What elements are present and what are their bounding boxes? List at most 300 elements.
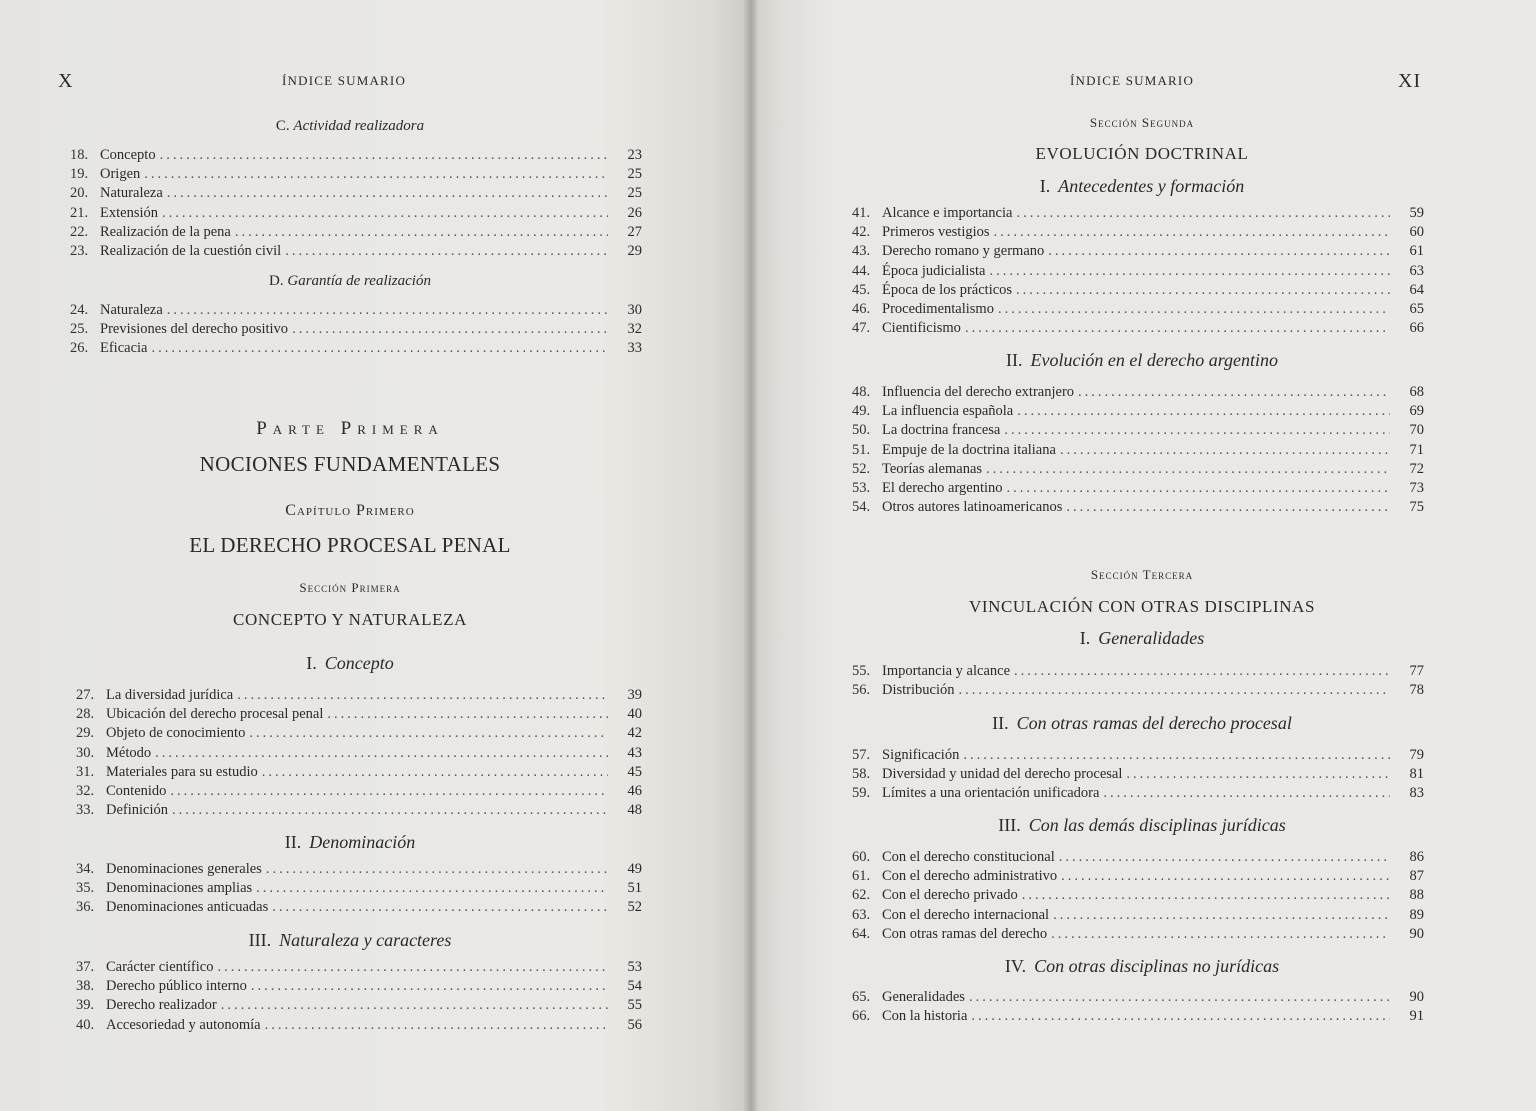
right-sub5-roman: III. [998, 815, 1021, 835]
leader-dots [994, 223, 1390, 242]
leader-dots [1022, 886, 1390, 905]
entry-title: Distribución [882, 682, 955, 699]
entry-number: 27. [76, 687, 95, 703]
right-sub5-title: Con las demás disciplinas jurídicas [1028, 815, 1286, 835]
right-sub3-title: Generalidades [1098, 628, 1205, 648]
toc-entry [70, 320, 642, 339]
sub2-title: Denominación [309, 832, 416, 852]
entry-page: 86 [1409, 849, 1424, 865]
entry-page: 30 [627, 302, 642, 318]
entry-title: Denominaciones amplias [106, 880, 253, 897]
toc-entry [852, 498, 1424, 517]
entry-title: Procedimentalismo [882, 300, 994, 317]
entry-page: 52 [627, 899, 642, 916]
right-sub2-heading [892, 350, 1392, 371]
entry-title: Influencia del derecho extranjero [882, 384, 1075, 400]
entry-number: 23. [70, 242, 89, 259]
toc-entry [852, 765, 1424, 784]
leader-dots [170, 782, 608, 801]
leader-dots [249, 724, 608, 743]
toc-entry [70, 223, 642, 242]
leader-dots [155, 744, 608, 763]
leader-dots [235, 223, 608, 242]
leader-dots [272, 898, 608, 917]
group-d-title: Garantía de realización [287, 273, 431, 289]
entry-number: 42. [852, 224, 871, 241]
entry-page: 70 [1409, 422, 1424, 439]
entry-title: Carácter científico [106, 959, 214, 975]
toc-right-sub1 [852, 204, 1424, 338]
entry-number: 60. [852, 849, 871, 865]
right-sub5-heading [892, 815, 1392, 836]
toc-right-sub4 [852, 746, 1424, 804]
leader-dots [1061, 867, 1390, 886]
entry-page: 27 [627, 223, 642, 240]
toc-entry [852, 925, 1424, 944]
entry-number: 59. [852, 785, 871, 802]
right-sub4-heading [892, 713, 1392, 734]
entry-number: 19. [70, 166, 89, 183]
toc-entry [70, 301, 642, 320]
entry-title: Con el derecho administrativo [882, 868, 1058, 885]
entry-page: 25 [627, 166, 642, 183]
entry-page: 23 [627, 147, 642, 163]
leader-dots [998, 300, 1390, 319]
toc-entry [852, 681, 1424, 700]
entry-page: 49 [627, 861, 642, 877]
leader-dots [262, 763, 608, 782]
entry-page: 33 [627, 340, 642, 357]
toc-right-sub2 [852, 383, 1424, 517]
toc-entry [852, 441, 1424, 460]
sub3-heading [100, 930, 600, 951]
entry-page: 72 [1409, 460, 1424, 477]
leader-dots [1051, 925, 1390, 944]
toc-entry [852, 402, 1424, 421]
toc-entry [852, 479, 1424, 498]
left-page [0, 0, 752, 1111]
leader-dots [1066, 498, 1390, 517]
entry-title: Época judicialista [882, 262, 986, 279]
section2-label: Sección Segunda [1089, 115, 1195, 130]
entry-page: 55 [627, 997, 642, 1014]
entry-title: Con otras ramas del derecho [882, 925, 1048, 942]
toc-entry [852, 1007, 1424, 1026]
entry-number: 32. [76, 782, 95, 799]
entry-title: Con el derecho constitucional [882, 849, 1055, 865]
left-folio: X [58, 70, 74, 92]
group-d-letter: D. [269, 273, 284, 289]
entry-number: 39. [76, 997, 95, 1014]
entry-title: Límites a una orientación unificadora [882, 785, 1100, 802]
entry-page: 79 [1409, 747, 1424, 763]
entry-number: 31. [76, 763, 95, 780]
entry-title: Materiales para su estudio [106, 763, 258, 780]
leader-dots [152, 339, 609, 358]
entry-page: 42 [627, 725, 642, 742]
toc-group-c [70, 146, 642, 261]
toc-entry [852, 223, 1424, 242]
entry-title: Derecho romano y germano [882, 243, 1045, 260]
right-sub6-title: Con otras disciplinas no jurídicas [1034, 956, 1280, 976]
toc-entry [70, 339, 642, 358]
section3-title: VINCULACIÓN CON OTRAS DISCIPLINAS [968, 597, 1316, 616]
toc-entry [76, 705, 642, 724]
entry-page: 89 [1409, 906, 1424, 923]
toc-right-sub5 [852, 848, 1424, 944]
leader-dots [256, 879, 608, 898]
entry-number: 58. [852, 766, 871, 783]
entry-title: Alcance e importancia [882, 205, 1013, 221]
entry-title: Importancia y alcance [882, 663, 1011, 679]
toc-entry [852, 300, 1424, 319]
entry-title: Denominaciones anticuadas [106, 899, 269, 916]
entry-title: Método [106, 744, 152, 761]
entry-title: Significación [882, 747, 960, 763]
entry-title: Con el derecho internacional [882, 906, 1050, 923]
section3-label: Sección Tercera [1090, 567, 1194, 582]
entry-number: 18. [70, 147, 89, 163]
toc-entry [852, 319, 1424, 338]
group-d-heading [90, 273, 610, 290]
toc-entry [852, 262, 1424, 281]
entry-page: 90 [1409, 989, 1424, 1005]
entry-number: 38. [76, 978, 95, 995]
entry-page: 51 [627, 880, 642, 897]
right-sub1-title: Antecedentes y formación [1058, 176, 1245, 196]
sub1-title: Concepto [324, 653, 394, 673]
leader-dots [172, 801, 608, 820]
leader-dots [1126, 765, 1390, 784]
entry-title: Naturaleza [100, 302, 163, 318]
leader-dots [144, 165, 608, 184]
entry-title: Primeros vestigios [882, 224, 990, 241]
right-sub2-roman: II. [1005, 350, 1023, 370]
entry-number: 41. [852, 205, 871, 221]
toc-entry [852, 906, 1424, 925]
sub2-heading [100, 832, 600, 853]
entry-page: 88 [1409, 887, 1424, 904]
entry-page: 68 [1409, 384, 1424, 400]
entry-title: Con el derecho privado [882, 887, 1018, 904]
entry-page: 43 [627, 744, 642, 761]
right-sub1-roman: I. [1039, 176, 1051, 196]
entry-title: Ubicación del derecho procesal penal [106, 706, 324, 723]
entry-number: 35. [76, 880, 95, 897]
entry-page: 83 [1409, 785, 1424, 802]
entry-page: 69 [1409, 403, 1424, 420]
entry-number: 37. [76, 959, 95, 975]
entry-number: 45. [852, 281, 871, 298]
section-label: Sección Primera [299, 580, 401, 595]
entry-number: 26. [70, 340, 89, 357]
part-title: NOCIONES FUNDAMENTALES [199, 452, 501, 476]
entry-page: 54 [627, 978, 642, 995]
entry-number: 50. [852, 422, 871, 439]
toc-right-sub3 [852, 662, 1424, 700]
entry-page: 91 [1409, 1008, 1424, 1025]
entry-number: 46. [852, 300, 871, 317]
entry-number: 65. [852, 989, 871, 1005]
part-label: Parte Primera [256, 418, 444, 439]
entry-number: 22. [70, 223, 89, 240]
entry-title: Realización de la pena [100, 223, 231, 240]
leader-dots [162, 204, 608, 223]
toc-entry [70, 165, 642, 184]
entry-page: 56 [627, 1016, 642, 1033]
toc-entry [70, 146, 642, 165]
toc-entry [76, 860, 642, 879]
entry-title: Derecho realizador [106, 997, 217, 1014]
toc-entry [76, 996, 642, 1015]
group-c-title: Actividad realizadora [293, 118, 425, 134]
toc-entry [76, 782, 642, 801]
chapter-label: Capítulo Primero [285, 502, 415, 519]
entry-page: 40 [627, 706, 642, 723]
entry-number: 30. [76, 744, 95, 761]
leader-dots [1014, 662, 1390, 681]
leader-dots [1004, 421, 1390, 440]
entry-page: 81 [1409, 766, 1424, 783]
toc-sub3 [76, 958, 642, 1035]
leader-dots [1060, 441, 1390, 460]
leader-dots [167, 184, 608, 203]
leader-dots [1078, 383, 1390, 402]
entry-title: Extensión [100, 204, 158, 221]
sub3-roman: III. [248, 930, 272, 950]
leader-dots [1016, 281, 1390, 300]
leader-dots [959, 681, 1391, 700]
right-folio: XI [1398, 70, 1422, 92]
sub1-heading [100, 653, 600, 674]
entry-number: 43. [852, 243, 871, 260]
entry-page: 61 [1409, 243, 1424, 260]
sub2-roman: II. [284, 832, 302, 852]
entry-title: Objeto de conocimiento [106, 725, 246, 742]
toc-entry [852, 867, 1424, 886]
toc-entry [852, 421, 1424, 440]
toc-entry [852, 383, 1424, 402]
right-sub3-heading [892, 628, 1392, 649]
toc-entry [76, 898, 642, 917]
entry-title: Derecho público interno [106, 978, 247, 995]
entry-page: 71 [1409, 441, 1424, 458]
entry-title: Denominaciones generales [106, 861, 262, 877]
leader-dots [1053, 906, 1390, 925]
leader-dots [327, 705, 608, 724]
entry-number: 47. [852, 320, 871, 337]
entry-page: 39 [627, 687, 642, 703]
leader-dots [217, 958, 608, 977]
entry-number: 64. [852, 925, 871, 942]
toc-entry [76, 744, 642, 763]
leader-dots [1017, 402, 1390, 421]
toc-entry [852, 281, 1424, 300]
entry-number: 34. [76, 861, 95, 877]
toc-entry [76, 879, 642, 898]
entry-number: 36. [76, 899, 95, 916]
toc-entry [852, 848, 1424, 867]
entry-title: Teorías alemanas [882, 460, 983, 477]
entry-title: Realización de la cuestión civil [100, 242, 282, 259]
group-c-heading [90, 118, 610, 135]
leader-dots [965, 319, 1390, 338]
entry-title: Generalidades [882, 989, 965, 1005]
right-running-head: ÍNDICE SUMARIO [1070, 73, 1195, 88]
leader-dots [237, 686, 608, 705]
leader-dots [285, 242, 608, 261]
entry-title: Cientificismo [882, 320, 961, 337]
entry-title: Otros autores latinoamericanos [882, 499, 1063, 516]
entry-title: La diversidad jurídica [106, 687, 234, 703]
toc-entry [852, 886, 1424, 905]
leader-dots [167, 301, 608, 320]
right-sub6-heading [892, 956, 1392, 977]
entry-page: 90 [1409, 925, 1424, 942]
toc-entry [852, 746, 1424, 765]
right-sub2-title: Evolución en el derecho argentino [1030, 350, 1279, 370]
entry-title: El derecho argentino [882, 479, 1003, 496]
leader-dots [292, 320, 608, 339]
toc-entry [852, 204, 1424, 223]
entry-number: 57. [852, 747, 871, 763]
entry-title: La influencia española [882, 403, 1014, 420]
leader-dots [1059, 848, 1390, 867]
entry-page: 87 [1409, 868, 1424, 885]
entry-title: Eficacia [100, 340, 148, 357]
right-sub1-heading [892, 176, 1392, 197]
right-sub3-roman: I. [1079, 628, 1091, 648]
entry-page: 73 [1409, 479, 1424, 496]
toc-sub1 [76, 686, 642, 820]
toc-entry [852, 460, 1424, 479]
entry-title: Concepto [100, 147, 156, 163]
toc-entry [76, 686, 642, 705]
entry-number: 33. [76, 802, 95, 819]
entry-title: La doctrina francesa [882, 422, 1001, 439]
entry-title: Con la historia [882, 1008, 968, 1025]
section-title: CONCEPTO Y NATURALEZA [233, 610, 467, 629]
entry-number: 66. [852, 1008, 871, 1025]
entry-number: 28. [76, 706, 95, 723]
entry-number: 61. [852, 868, 871, 885]
leader-dots [1016, 204, 1390, 223]
leader-dots [221, 996, 608, 1015]
sub3-title: Naturaleza y caracteres [279, 930, 452, 950]
leader-dots [160, 146, 608, 165]
leader-dots [266, 860, 608, 879]
entry-number: 62. [852, 887, 871, 904]
toc-entry [76, 977, 642, 996]
entry-page: 53 [627, 959, 642, 975]
entry-title: Previsiones del derecho positivo [100, 321, 289, 338]
toc-entry [70, 204, 642, 223]
entry-page: 60 [1409, 224, 1424, 241]
toc-entry [76, 763, 642, 782]
entry-number: 56. [852, 682, 871, 699]
toc-right-sub6 [852, 988, 1424, 1026]
section2-title: EVOLUCIÓN DOCTRINAL [1035, 144, 1249, 163]
entry-number: 49. [852, 403, 871, 420]
entry-page: 77 [1409, 663, 1424, 679]
toc-entry [852, 662, 1424, 681]
entry-page: 48 [627, 802, 642, 819]
entry-page: 29 [627, 242, 642, 259]
entry-number: 63. [852, 906, 871, 923]
entry-page: 26 [627, 204, 642, 221]
leader-dots [963, 746, 1390, 765]
toc-entry [76, 724, 642, 743]
entry-number: 21. [70, 204, 89, 221]
entry-page: 75 [1409, 499, 1424, 516]
leader-dots [251, 977, 608, 996]
toc-entry [852, 784, 1424, 803]
entry-number: 52. [852, 460, 871, 477]
right-sub4-roman: II. [992, 713, 1009, 733]
entry-page: 25 [627, 185, 642, 202]
leader-dots [971, 1007, 1390, 1026]
entry-number: 53. [852, 479, 871, 496]
entry-page: 78 [1409, 682, 1424, 699]
entry-page: 46 [627, 782, 642, 799]
entry-page: 59 [1409, 205, 1424, 221]
entry-title: Naturaleza [100, 185, 163, 202]
leader-dots [969, 988, 1390, 1007]
entry-number: 25. [70, 321, 89, 338]
entry-page: 63 [1409, 262, 1424, 279]
toc-entry [70, 184, 642, 203]
entry-title: Origen [100, 166, 141, 183]
toc-entry [76, 1016, 642, 1035]
toc-entry [76, 801, 642, 820]
leader-dots [986, 460, 1390, 479]
toc-sub2 [76, 860, 642, 918]
entry-title: Época de los prácticos [882, 281, 1013, 298]
entry-number: 51. [852, 441, 871, 458]
gutter-shadow [744, 0, 758, 1111]
right-sub4-title: Con otras ramas del derecho procesal [1016, 713, 1292, 733]
entry-title: Diversidad y unidad del derecho procesal [882, 766, 1123, 783]
entry-page: 45 [627, 763, 642, 780]
entry-number: 24. [70, 302, 89, 318]
toc-entry [76, 958, 642, 977]
right-sub6-roman: IV. [1004, 956, 1027, 976]
entry-page: 32 [627, 321, 642, 338]
leader-dots [989, 262, 1390, 281]
entry-number: 55. [852, 663, 871, 679]
entry-number: 48. [852, 384, 871, 400]
entry-page: 65 [1409, 300, 1424, 317]
entry-number: 20. [70, 185, 89, 202]
leader-dots [1048, 242, 1390, 261]
entry-number: 54. [852, 499, 871, 516]
chapter-title: EL DERECHO PROCESAL PENAL [189, 533, 511, 557]
entry-page: 66 [1409, 320, 1424, 337]
toc-group-d [70, 301, 642, 359]
entry-title: Empuje de la doctrina italiana [882, 441, 1056, 458]
right-page [752, 0, 1536, 1111]
entry-title: Definición [106, 802, 169, 819]
leader-dots [1007, 479, 1390, 498]
toc-entry [70, 242, 642, 261]
entry-number: 44. [852, 262, 871, 279]
entry-title: Contenido [106, 782, 167, 799]
left-running-head: ÍNDICE SUMARIO [282, 73, 407, 88]
entry-title: Accesoriedad y autonomía [106, 1016, 261, 1033]
toc-entry [852, 242, 1424, 261]
leader-dots [1103, 784, 1390, 803]
entry-number: 40. [76, 1016, 95, 1033]
